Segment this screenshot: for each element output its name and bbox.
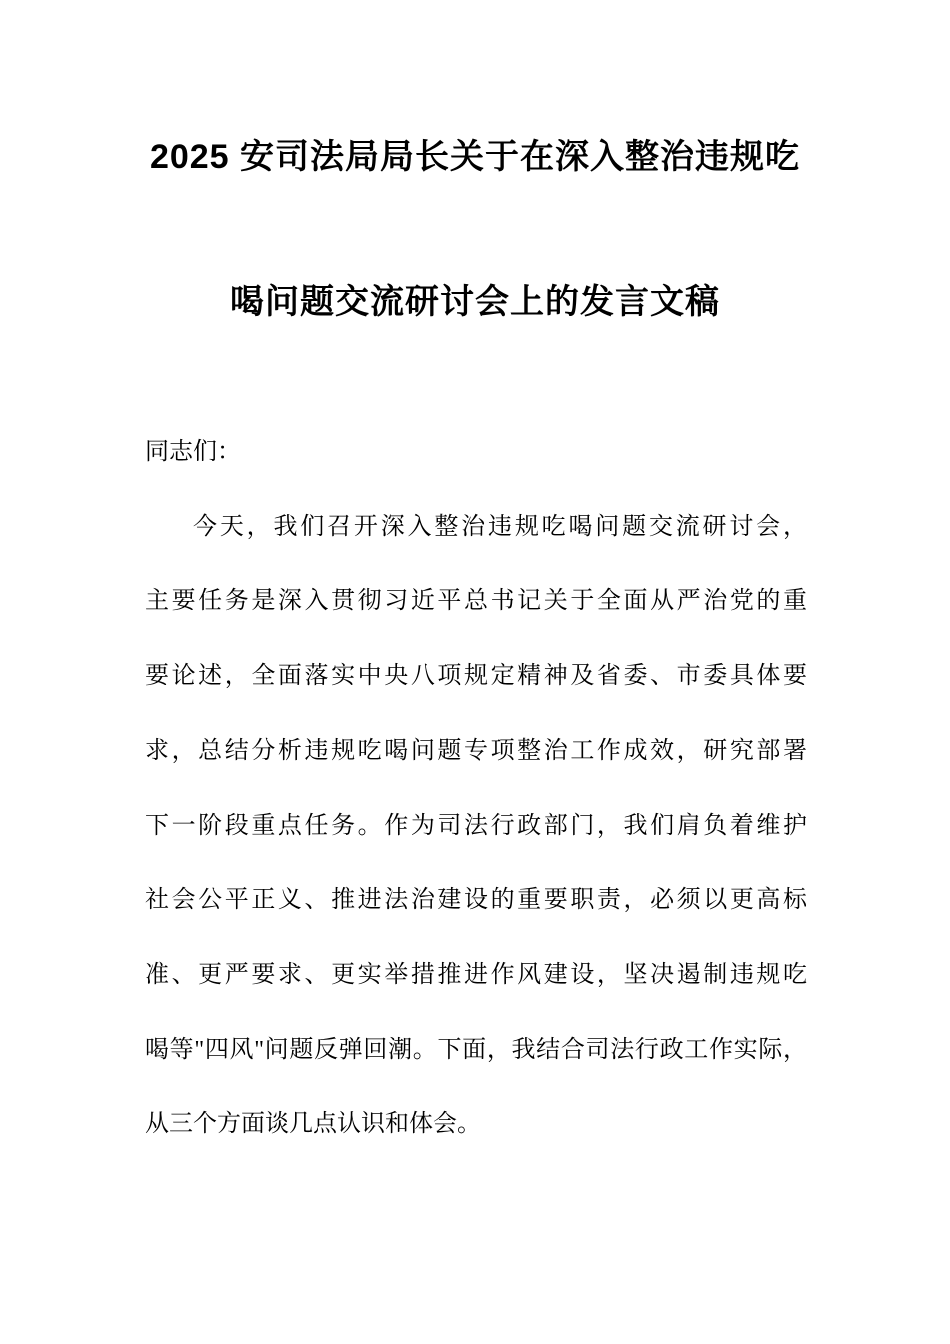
body-line: 准、更严要求、更实举措推进作风建设，坚决遏制违规吃 — [145, 961, 807, 988]
body-line: 要论述，全面落实中央八项规定精神及省委、市委具体要 — [145, 663, 807, 690]
title-line-1: 2025 安司法局局长关于在深入整治违规吃 — [149, 138, 801, 176]
title-line-2: 喝问题交流研讨会上的发言文稿 — [230, 283, 720, 321]
body-line: 从三个方面谈几点认识和体会。 — [145, 1111, 481, 1138]
body-line: 主要任务是深入贯彻习近平总书记关于全面从严治党的重 — [145, 588, 807, 615]
body-line: 社会公平正义、推进法治建设的重要职责，必须以更高标 — [145, 887, 807, 914]
body-line: 下一阶段重点任务。作为司法行政部门，我们肩负着维护 — [145, 812, 807, 839]
salutation: 同志们： — [145, 439, 241, 465]
body-line: 求，总结分析违规吃喝问题专项整治工作成效，研究部署 — [145, 737, 807, 764]
document-body — [145, 415, 807, 1162]
body-line: 今天，我们召开深入整治违规吃喝问题交流研讨会， — [193, 513, 807, 540]
body-line: 喝等"四风"问题反弹回潮。下面，我结合司法行政工作实际， — [145, 1036, 807, 1063]
document-title — [75, 85, 875, 375]
